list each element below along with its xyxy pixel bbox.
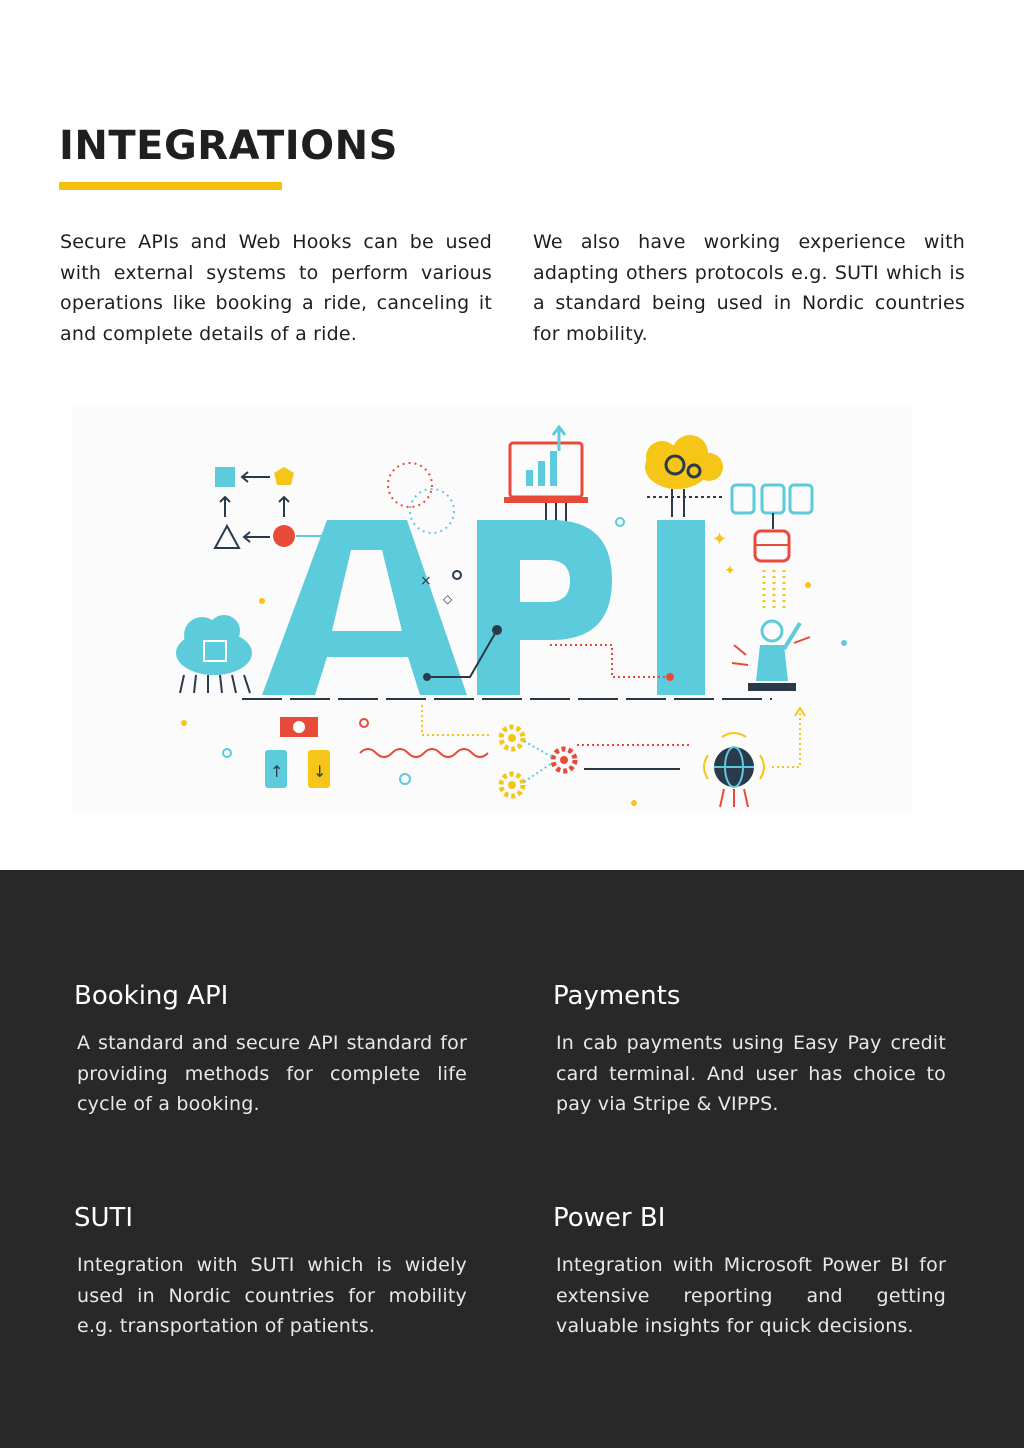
svg-text:↓: ↓ <box>313 762 327 781</box>
svg-text:×: × <box>420 573 432 589</box>
api-illustration <box>72 405 912 815</box>
feature-suti <box>74 1200 467 1342</box>
svg-text:✦: ✦ <box>724 563 736 579</box>
globe-signal-icon <box>704 708 805 807</box>
feature-title: Power BI <box>553 1203 666 1233</box>
feature-text: In cab payments using Easy Pay credit card terminal. And user has choice to pay via Stripe & VIPPS. <box>556 1032 946 1115</box>
feature-title: SUTI <box>74 1203 134 1233</box>
svg-text:◇: ◇ <box>443 592 453 606</box>
cloud-chip-icon <box>176 615 252 693</box>
page-title: INTEGRATIONS <box>59 123 398 169</box>
gears-icon <box>501 727 692 796</box>
title-underline <box>59 182 282 190</box>
feature-title: Payments <box>553 981 681 1011</box>
feature-payments <box>553 978 946 1120</box>
intro-left-text: Secure APIs and Web Hooks can be used with external systems to perform various operations like booking a ride, canceling it and complete details of a ride. <box>60 231 492 345</box>
feature-title: Booking API <box>74 981 229 1011</box>
feature-booking-api <box>74 978 467 1120</box>
person-success-icon <box>732 621 810 691</box>
api-letters <box>242 520 772 699</box>
feature-text: A standard and secure API standard for providing methods for complete life cycle of a booking. <box>77 1032 467 1115</box>
svg-text:✦: ✦ <box>712 529 728 550</box>
svg-text:↑: ↑ <box>270 762 284 781</box>
chart-monitor-icon <box>504 427 588 525</box>
intro-right-text: We also have working experience with adapting others protocols e.g. SUTI which is a standard being used in Nordic countries for mobility. <box>533 231 965 345</box>
feature-text: Integration with SUTI which is widely used in Nordic countries for mobility e.g. transportation of patients. <box>77 1254 467 1337</box>
feature-text: Integration with Microsoft Power BI for extensive reporting and getting valuable insights for quick decisions. <box>556 1254 946 1337</box>
features-section <box>0 870 1024 1448</box>
feature-power-bi <box>553 1200 946 1342</box>
card-reader-icon <box>265 717 330 788</box>
database-icon <box>732 485 812 610</box>
cloud-gear-icon <box>645 435 723 517</box>
